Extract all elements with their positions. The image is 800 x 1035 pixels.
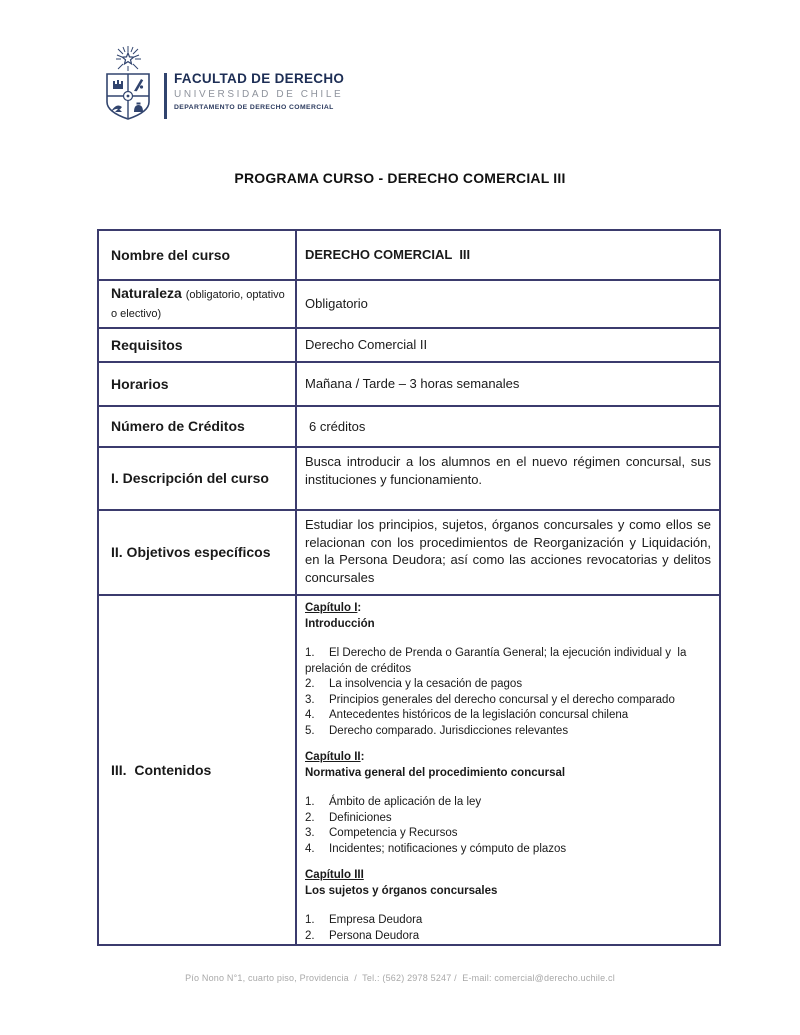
row-value-naturaleza: Obligatorio xyxy=(296,280,720,328)
chapter-1-items xyxy=(305,646,711,739)
row-label-naturaleza xyxy=(98,280,296,328)
university-crest-icon xyxy=(104,46,158,126)
star xyxy=(122,53,133,64)
item-text: Competencia y Recursos xyxy=(329,827,458,839)
item-text: Incidentes; notificaciones y cómputo de plazos xyxy=(329,842,567,855)
row-value-nombre: DERECHO COMERCIAL III xyxy=(296,230,720,280)
row-value-horarios: Mañana / Tarde – 3 horas semanales xyxy=(296,362,720,406)
row-label-creditos: Número de Créditos xyxy=(98,406,296,447)
row-label-horarios: Horarios xyxy=(98,362,296,406)
item-text: La insolvencia y la cesación de pagos xyxy=(329,678,523,690)
row-value-requisitos: Derecho Comercial II xyxy=(296,328,720,362)
list-item xyxy=(305,913,711,929)
chapter-1-heading-text: Capítulo I xyxy=(305,602,358,614)
list-item xyxy=(305,724,711,740)
page-title: PROGRAMA CURSO - DERECHO COMERCIAL III xyxy=(234,170,566,186)
chapter-1 xyxy=(305,601,711,739)
row-label-nombre: Nombre del curso xyxy=(98,230,296,280)
item-number: 1. xyxy=(305,914,315,926)
table-row xyxy=(98,230,720,280)
item-number: 1. xyxy=(305,647,315,659)
chapter-2 xyxy=(305,750,711,857)
row-value-objetivos: Estudiar los principios, sujetos, órganos concursales y como ellos se relacionan con los procedimientos de Reorganización y Liquidación, en la Persona Deudora; así como las acciones revocatorias y delitos concursales xyxy=(296,510,720,595)
list-item xyxy=(305,929,711,945)
chapter-2-heading-suffix: : xyxy=(360,751,365,763)
table-row xyxy=(98,510,720,595)
row-label-naturaleza-text: Naturaleza xyxy=(111,285,186,301)
course-info-table xyxy=(97,229,721,946)
list-item xyxy=(305,842,711,858)
item-number: 3. xyxy=(305,693,315,706)
chapter-3 xyxy=(305,868,711,944)
chapter-1-heading xyxy=(305,601,711,617)
row-label-contenidos: III. Contenidos xyxy=(98,595,296,945)
table-row xyxy=(98,406,720,447)
item-text: Antecedentes históricos de la legislación concursal chilena xyxy=(329,709,629,721)
logo-department-name: DEPARTAMENTO DE DERECHO COMERCIAL xyxy=(174,104,334,111)
chapter-2-subtitle: Normativa general del procedimiento concursal xyxy=(305,766,566,779)
item-number: 1. xyxy=(305,796,315,808)
table-row xyxy=(98,280,720,328)
item-text: Persona Deudora xyxy=(329,929,420,942)
item-number: 5. xyxy=(305,724,315,737)
list-item xyxy=(305,826,711,842)
row-value-descripcion: Busca introducir a los alumnos en el nuevo régimen concursal, sus instituciones y funcionamiento. xyxy=(296,447,720,510)
item-number: 3. xyxy=(305,827,315,839)
logo-university-name: UNIVERSIDAD DE CHILE xyxy=(174,89,344,100)
table-row xyxy=(98,447,720,510)
list-item xyxy=(305,677,711,693)
item-number: 2. xyxy=(305,929,315,942)
item-number: 4. xyxy=(305,842,315,855)
item-text: Definiciones xyxy=(329,811,392,824)
list-item xyxy=(305,646,711,677)
chapter-1-subtitle: Introducción xyxy=(305,617,375,630)
row-label-naturaleza-note: (obligatorio, optativo o electivo) xyxy=(111,289,288,320)
contents-outline xyxy=(297,596,719,944)
row-value-contenidos xyxy=(296,595,720,945)
table-row xyxy=(98,328,720,362)
item-text: Empresa Deudora xyxy=(329,914,423,926)
item-number: 2. xyxy=(305,678,315,690)
table-row xyxy=(98,595,720,945)
list-item xyxy=(305,708,711,724)
item-text: Principios generales del derecho concursal y el derecho comparado xyxy=(329,693,675,706)
item-text: El Derecho de Prenda o Garantía General; la ejecución individual y la prelación de créditos xyxy=(305,647,690,675)
logo-faculty-name: FACULTAD DE DERECHO xyxy=(174,71,345,86)
row-label-objetivos: II. Objetivos específicos xyxy=(98,510,296,595)
item-number: 2. xyxy=(305,811,315,824)
row-label-descripcion: I. Descripción del curso xyxy=(98,447,296,510)
logo-divider xyxy=(164,73,167,119)
chapter-2-heading xyxy=(305,750,711,766)
item-text: Derecho comparado. Jurisdicciones relevantes xyxy=(329,724,569,737)
chapter-2-heading-text: Capítulo II xyxy=(305,751,361,763)
logo-text-block xyxy=(174,70,344,126)
row-label-requisitos: Requisitos xyxy=(98,328,296,362)
chapter-3-heading-text: Capítulo III xyxy=(305,869,364,881)
item-number: 4. xyxy=(305,709,315,721)
page-footer-contact: Pío Nono N°1, cuarto piso, Providencia / Tel.: (562) 2978 5247 / E-mail: comercial@derecho.uchile.cl xyxy=(185,973,615,983)
chapter-3-items xyxy=(305,913,711,944)
chapter-3-subtitle: Los sujetos y órganos concursales xyxy=(305,884,498,897)
chapter-3-heading xyxy=(305,868,711,884)
list-item xyxy=(305,811,711,827)
item-text: Ámbito de aplicación de la ley xyxy=(329,796,482,808)
university-logo xyxy=(104,46,344,126)
list-item xyxy=(305,693,711,709)
row-value-creditos: 6 créditos xyxy=(296,406,720,447)
chapter-2-items xyxy=(305,795,711,857)
table-row xyxy=(98,362,720,406)
list-item xyxy=(305,795,711,811)
chapter-1-heading-suffix: : xyxy=(357,602,362,614)
